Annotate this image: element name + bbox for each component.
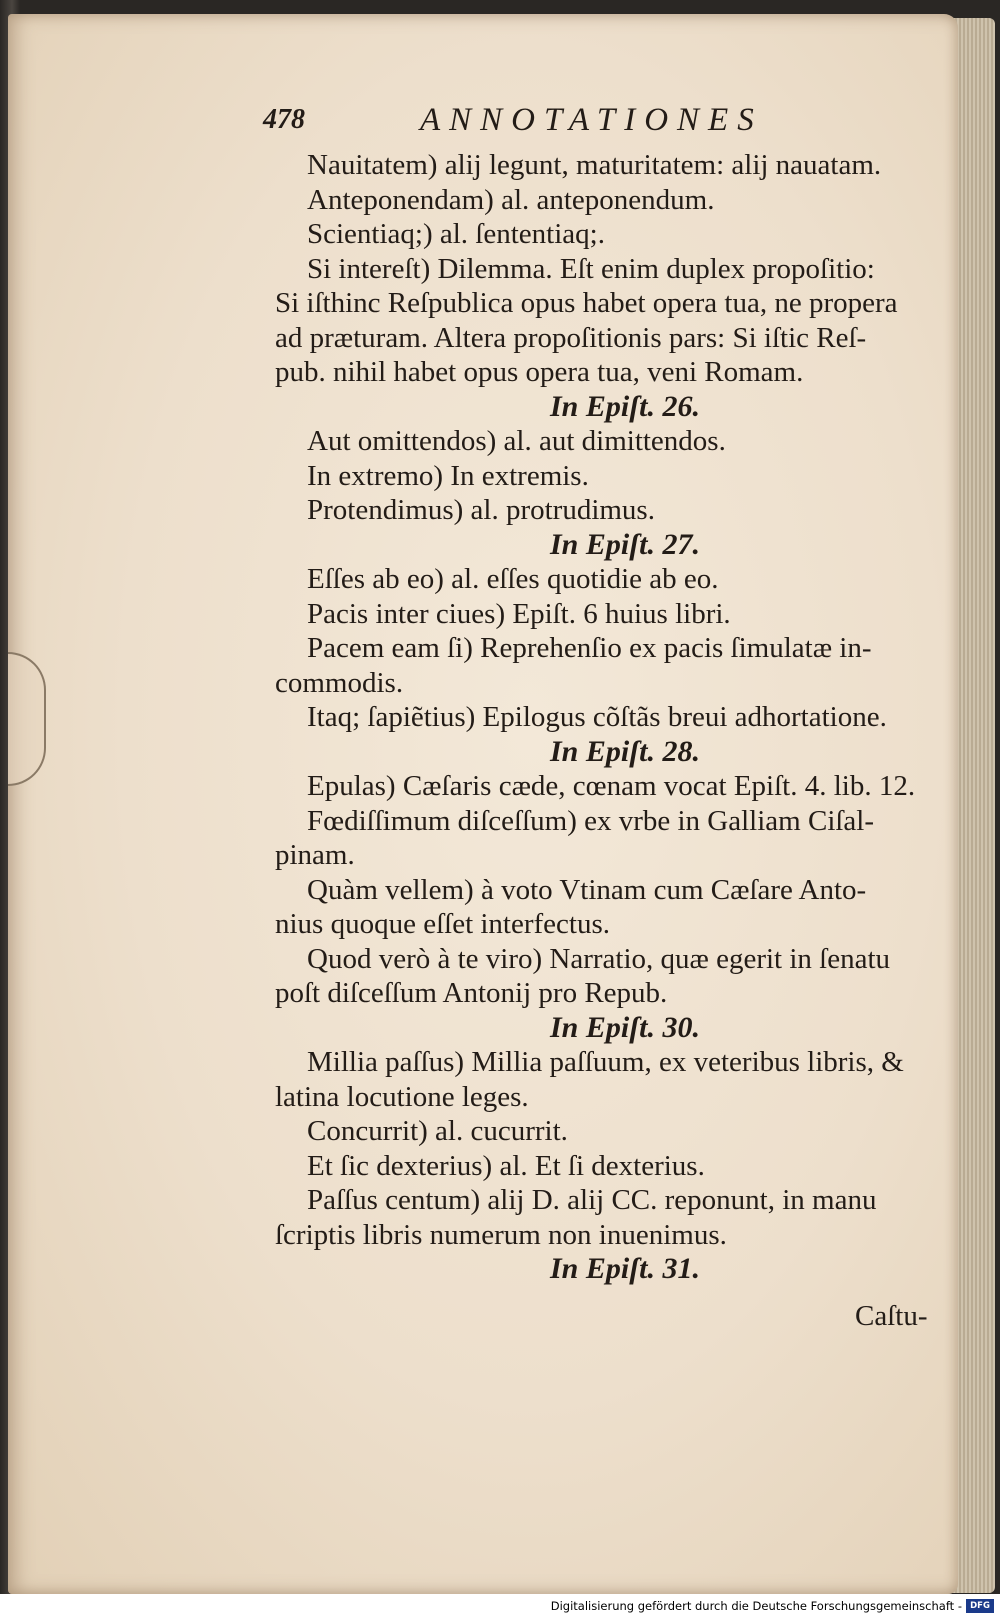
text-line: pinam.: [275, 839, 355, 871]
section-heading: In Epiſt. 26.: [549, 389, 701, 423]
text-line: Eſſes ab eo) al. eſſes quotidie ab eo.: [307, 563, 719, 595]
text-line: Concurrit) al. cucurrit.: [307, 1115, 568, 1147]
dfg-logo: DFG: [966, 1599, 994, 1613]
text-line: Anteponendam) al. anteponendum.: [307, 183, 715, 216]
page-number: 478: [263, 104, 305, 135]
text-line: Quàm vellem) à voto Vtinam cum Cæſare Anto-: [307, 873, 867, 906]
text-line: Pacem eam ſi) Reprehenſio ex pacis ſimulatæ in-: [307, 632, 872, 664]
text-body: [275, 148, 965, 1287]
text-line: Quod verò à te viro) Narratio, quæ egerit in ſenatu: [307, 942, 891, 975]
catchword: Caſtu-: [855, 1300, 928, 1332]
page-tab-marker: [8, 652, 46, 786]
text-line: pub. nihil habet opus opera tua, veni Romam.: [275, 356, 804, 388]
text-line: Fœdiſſimum diſceſſum) ex vrbe in Galliam Ciſal-: [307, 804, 875, 837]
text-line: ſcriptis libris numerum non inuenimus.: [275, 1218, 727, 1251]
text-line: Et ſic dexterius) al. Et ſi dexterius.: [307, 1149, 705, 1182]
text-line: Scientiaq;) al. ſententiaq;.: [307, 218, 605, 250]
running-head: ANNOTATIONES: [420, 102, 763, 138]
text-line: Nauitatem) alij legunt, maturitatem: alij nauatam.: [307, 149, 882, 181]
text-line: Protendimus) al. protrudimus.: [307, 494, 655, 526]
text-line: commodis.: [275, 666, 404, 699]
section-heading: In Epiſt. 30.: [549, 1010, 701, 1044]
text-line: poſt diſceſſum Antonij pro Repub.: [275, 977, 668, 1009]
text-line: Itaq; ſapiẽtius) Epilogus cõſtãs breui adhortatione.: [307, 701, 887, 733]
footer-bar: [0, 1594, 1000, 1621]
text-line: Aut omittendos) al. aut dimittendos.: [307, 425, 726, 457]
page-header: [263, 96, 965, 148]
text-line: Pacis inter ciues) Epiſt. 6 huius libri.: [307, 597, 731, 630]
section-heading: In Epiſt. 27.: [549, 527, 701, 561]
text-line: Si iſthinc Reſpublica opus habet opera tua, ne propera: [275, 287, 898, 319]
text-line: latina locutione leges.: [275, 1080, 529, 1113]
section-heading: In Epiſt. 31.: [549, 1252, 701, 1285]
text-line: Millia paſſus) Millia paſſuum, ex veteribus libris, &: [307, 1046, 904, 1078]
footer-credit: Digitalisierung gefördert durch die Deutsche Forschungsgemeinschaft -: [550, 1599, 962, 1613]
page-content: [263, 96, 965, 1287]
text-line: nius quoque eſſet interfectus.: [275, 908, 611, 940]
text-line: Paſſus centum) alij D. alij CC. reponunt, in manu: [307, 1184, 877, 1216]
text-line: ad præturam. Altera propoſitionis pars: Si iſtic Reſ-: [275, 321, 867, 354]
text-line: Si intereſt) Dilemma. Eſt enim duplex propoſitio:: [307, 252, 875, 285]
text-line: Epulas) Cæſaris cæde, cœnam vocat Epiſt. 4. lib. 12.: [307, 770, 916, 802]
text-line: In extremo) In extremis.: [307, 459, 589, 492]
section-heading: In Epiſt. 28.: [549, 734, 701, 768]
